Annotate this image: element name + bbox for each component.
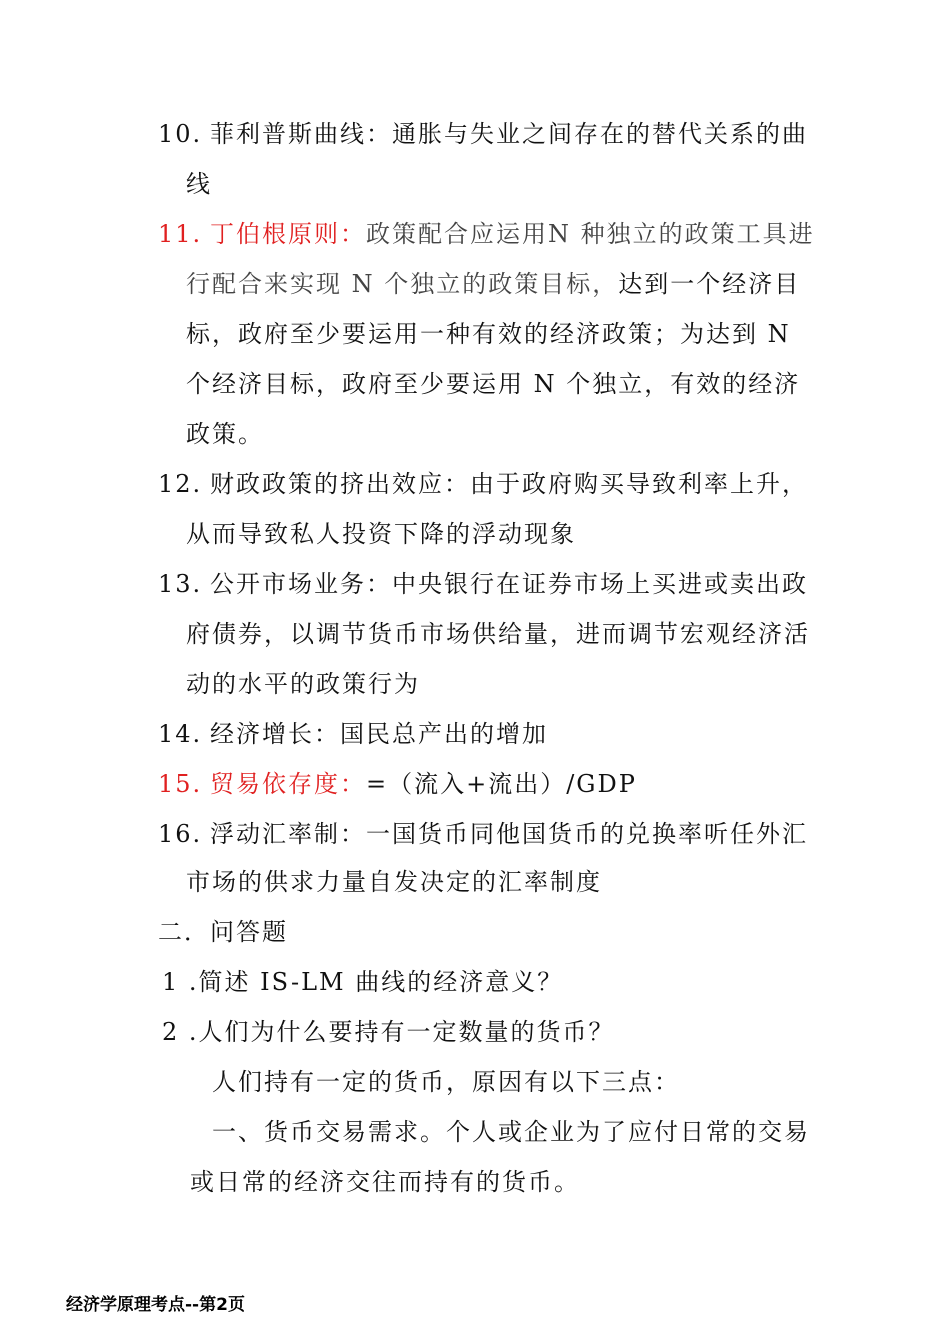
- item-11-line-1: [158, 218, 815, 250]
- item-13-line-3: 动的水平的政策行为: [186, 670, 420, 698]
- term-label: 丁伯根原则：: [210, 220, 366, 248]
- item-text: 经济增长：国民总产出的增加: [210, 720, 548, 748]
- item-text: 浮动汇率制：一国货币同他国货币的兑换率听任外汇: [210, 820, 808, 848]
- item-16-line-1: [158, 818, 808, 850]
- item-text: 政策配合应运用N 种独立的政策工具进: [366, 220, 815, 248]
- item-number: 14.: [158, 720, 203, 748]
- item-number: 10.: [158, 120, 203, 148]
- item-14-line-1: [158, 718, 548, 750]
- item-text: 财政政策的挤出效应：由于政府购买导致利率上升，: [210, 470, 808, 498]
- section-title: 二．问答题: [158, 918, 288, 946]
- item-11-line-5: 政策。: [186, 420, 264, 448]
- term-label: 贸易依存度：: [210, 770, 366, 798]
- item-13-line-2: 府债券，以调节货币市场供给量，进而调节宏观经济活: [186, 620, 810, 648]
- item-10-line-2: 线: [186, 170, 212, 198]
- answer-point-1-line-2: 或日常的经济交往而持有的货币。: [190, 1168, 580, 1196]
- item-number: 13.: [158, 570, 203, 598]
- item-13-line-1: [158, 568, 808, 600]
- item-text: 达到一个经济目: [618, 270, 801, 298]
- answer-point-1-line-1: 一、货币交易需求。个人或企业为了应付日常的交易: [212, 1118, 810, 1146]
- item-text-grey: 行配合来实现 N 个独立的政策目标，: [186, 270, 619, 298]
- item-11-line-2: [186, 268, 800, 300]
- item-text: =（流入+流出）/GDP: [366, 770, 637, 798]
- item-16-line-2: 市场的供求力量自发决定的汇率制度: [186, 868, 602, 896]
- page-footer: 经济学原理考点--第2页: [66, 1295, 245, 1315]
- item-text: 公开市场业务：中央银行在证券市场上买进或卖出政: [210, 570, 808, 598]
- item-number: 16.: [158, 820, 203, 848]
- answer-intro: 人们持有一定的货币，原因有以下三点：: [212, 1068, 680, 1096]
- item-number: 12.: [158, 470, 203, 498]
- item-12-line-1: [158, 468, 808, 500]
- question-text: 人们为什么要持有一定数量的货币？: [198, 1018, 615, 1046]
- item-10-line-1: [158, 118, 808, 150]
- item-number: 11.: [158, 220, 203, 248]
- question-2: [162, 1016, 615, 1048]
- question-text: 简述 IS-LM 曲线的经济意义？: [198, 968, 564, 996]
- item-12-line-2: 从而导致私人投资下降的浮动现象: [186, 520, 576, 548]
- question-number: 1 .: [162, 968, 199, 996]
- question-number: 2 .: [162, 1018, 199, 1046]
- item-11-line-4: 个经济目标，政府至少要运用 N 个独立，有效的经济: [186, 370, 801, 398]
- item-11-line-3: 标，政府至少要运用一种有效的经济政策；为达到 N: [186, 320, 791, 348]
- item-text: 菲利普斯曲线：通胀与失业之间存在的替代关系的曲: [210, 120, 808, 148]
- question-1: [162, 966, 563, 998]
- item-number: 15.: [158, 770, 203, 798]
- item-15-line-1: [158, 768, 637, 800]
